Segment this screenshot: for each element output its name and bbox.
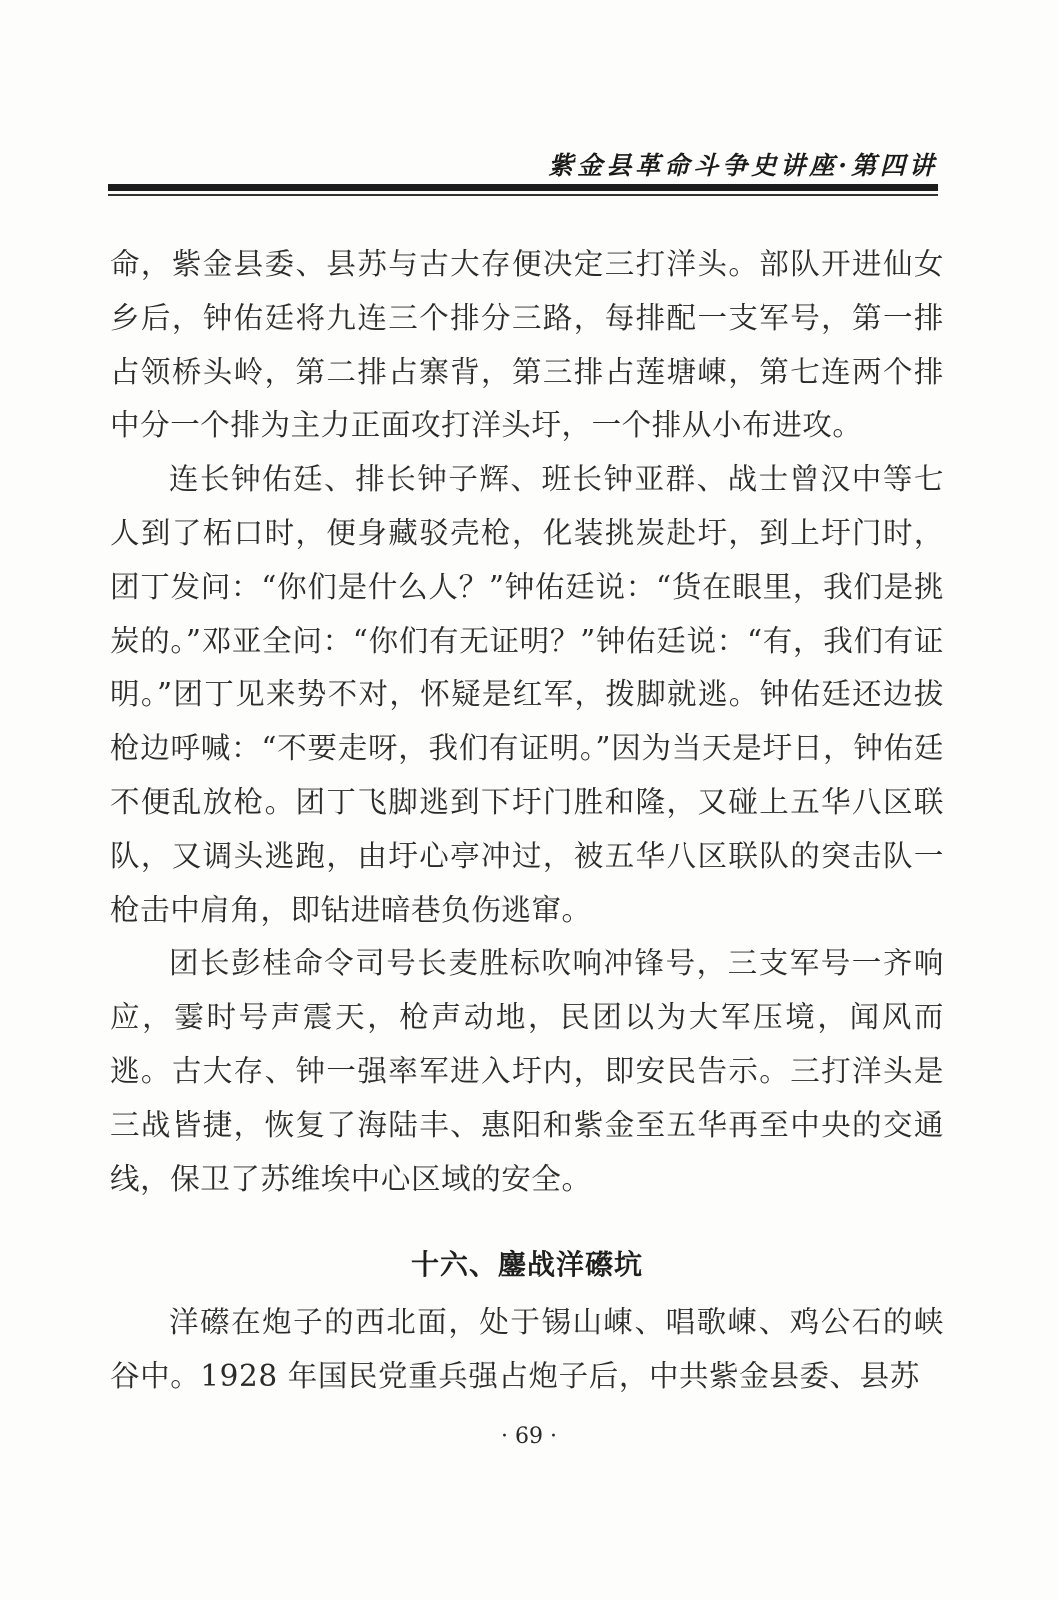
running-header-title: 紫金县革命斗争史讲座·第四讲 [548, 151, 938, 180]
header-rule-thin [108, 194, 938, 196]
body-paragraph-continuation: 命，紫金县委、县苏与古大存便决定三打洋头。部队开进仙女乡后，钟佑廷将九连三个排分三路，每排配一支军号，第一排占领桥头岭，第二排占寨背，第三排占莲塘崠，第七连两个排中分一个排为主力正面攻打洋头圩，一个排从小布进攻。 [110, 247, 944, 443]
header-rule-thick [108, 184, 938, 191]
body-text [110, 238, 944, 1206]
body-paragraph-raid: 连长钟佑廷、排长钟子辉、班长钟亚群、战士曾汉中等七人到了柘口时，便身藏驳壳枪，化装挑炭赴圩，到上圩门时，团丁发问：“你们是什么人？”钟佑廷说：“货在眼里，我们是挑炭的。”邓亚全问：“你们有无证明？”钟佑廷说：“有，我们有证明。”团丁见来势不对，怀疑是红军，拨脚就逃。钟佑廷还边拔枪边呼喊：“不要走呀，我们有证明。”因为当天是圩日，钟佑廷不便乱放枪。团丁飞脚逃到下圩门胜和隆，又碰上五华八区联队，又调头逃跑，由圩心亭冲过，被五华八区联队的突击队一枪击中肩角，即钻进暗巷负伤逃窜。 [110, 462, 944, 927]
section-heading: 十六、鏖战洋礤坑 [410, 1248, 643, 1281]
page-number: · 69 · [501, 1424, 557, 1449]
body-paragraph-charge: 团长彭桂命令司号长麦胜标吹响冲锋号，三支军号一齐响应，霎时号声震天，枪声动地，民团以为大军压境，闻风而逃。古大存、钟一强率军进入圩内，即安民告示。三打洋头是三战皆捷，恢复了海陆丰、惠阳和紫金至五华再至中央的交通线，保卫了苏维埃中心区域的安全。 [110, 946, 944, 1196]
section-body [110, 1296, 944, 1404]
section-paragraph: 洋礤在炮子的西北面，处于锡山崠、唱歌崠、鸡公石的峡谷中。1928 年国民党重兵强占炮子后，中共紫金县委、县苏 [110, 1305, 944, 1393]
